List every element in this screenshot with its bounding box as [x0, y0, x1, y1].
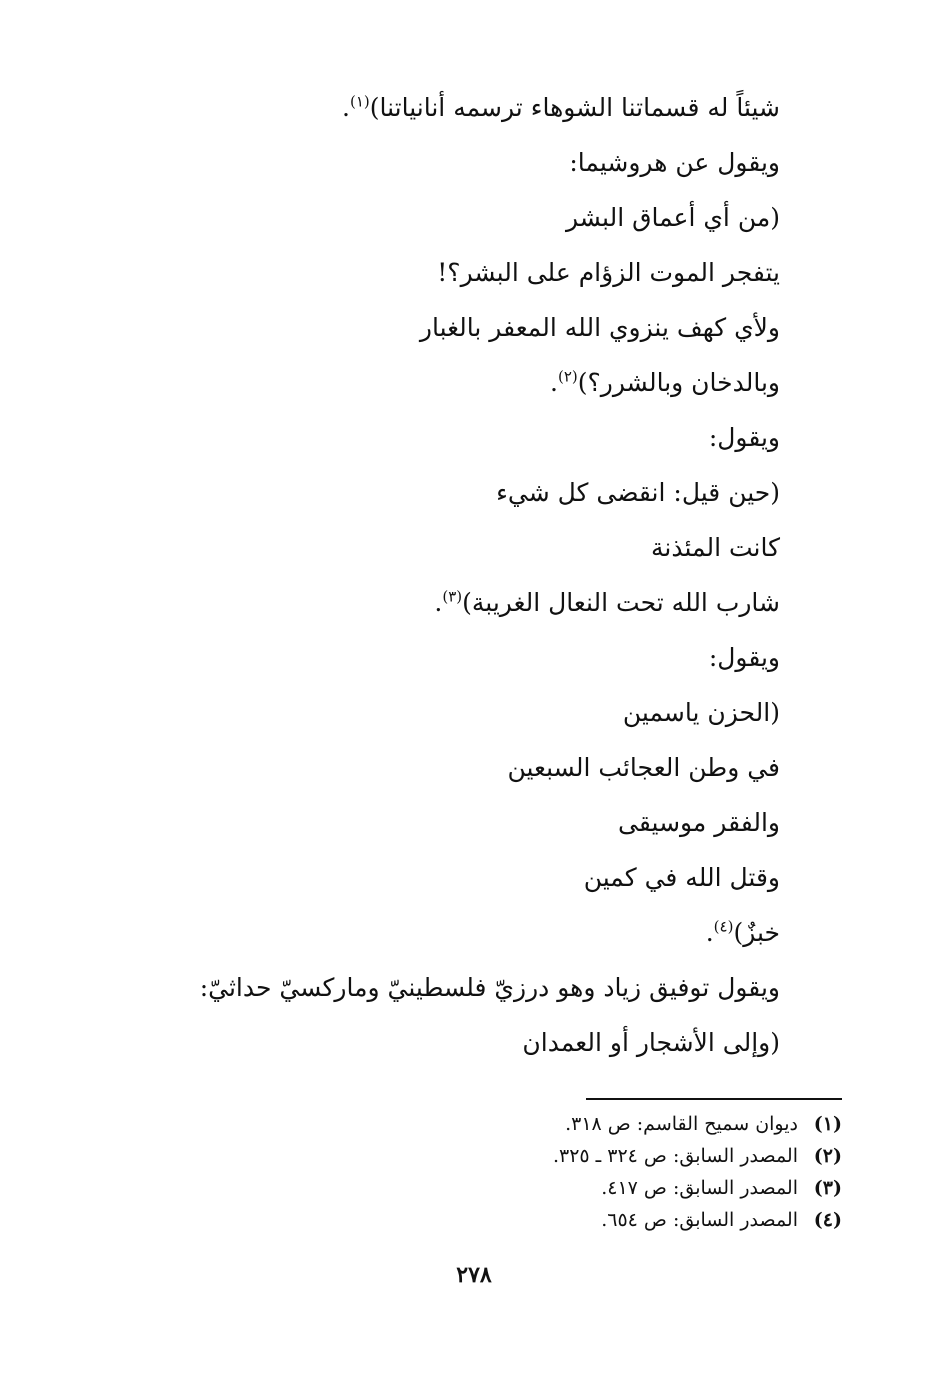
text-line-17: ويقول توفيق زياد وهو درزيّ فلسطينيّ وماركسيّ حداثيّ:	[199, 973, 780, 1002]
text-line-14: والفقر موسيقى	[618, 808, 780, 837]
footnote-2: (٢)المصدر السابق: ص ٣٢٤ ـ ٣٢٥.	[552, 1145, 842, 1167]
footnote-4: (٤)المصدر السابق: ص ٦٥٤.	[601, 1209, 842, 1231]
footnote-ref-1: (١)	[349, 92, 370, 111]
footnote-ref-2: (٢)	[557, 367, 578, 386]
text-line-16: خبزٌ)$^{(٤)}$.	[705, 917, 780, 947]
footnote-ref-3: (٣)	[442, 587, 463, 606]
text-line-8: (حين قيل: انقضى كل شيء	[496, 478, 780, 507]
text-line-15: وقتل الله في كمين	[583, 863, 780, 892]
text-line-6: وبالدخان وبالشرر؟)$^{(٢)}$.	[550, 367, 780, 397]
text-line-9: كانت المئذنة	[650, 533, 780, 562]
text-line-7: ويقول:	[708, 423, 780, 452]
text-line-2: ويقول عن هروشيما:	[569, 148, 780, 177]
footnote-divider	[586, 1098, 842, 1100]
body-text	[160, 80, 780, 1070]
footnote-1: (١)ديوان سميح القاسم: ص ٣١٨.	[565, 1113, 842, 1135]
footnote-3: (٣)المصدر السابق: ص ٤١٧.	[601, 1177, 842, 1199]
text-line-11: ويقول:	[708, 643, 780, 672]
text-line-12: (الحزن ياسمين	[622, 698, 780, 727]
text-line-13: في وطن العجائب السبعين	[507, 753, 780, 782]
text-line-1: شيئاً له قسماتنا الشوهاء ترسمه أنانياتنا)$^{(١)}$.	[342, 92, 780, 122]
text-line-18: (وإلى الأشجار أو العمدان	[522, 1028, 780, 1057]
text-line-10: شارب الله تحت النعال الغريبة)$^{(٣)}$.	[434, 587, 780, 617]
text-line-3: (من أي أعماق البشر	[565, 203, 780, 232]
page-number: ٢٧٨	[456, 1262, 492, 1288]
footnote-ref-4: (٤)	[713, 917, 734, 936]
text-line-5: ولأي كهف ينزوي الله المعفر بالغبار	[419, 313, 780, 342]
text-line-4: يتفجر الموت الزؤام على البشر؟!	[437, 258, 780, 287]
footnotes	[282, 1108, 842, 1236]
